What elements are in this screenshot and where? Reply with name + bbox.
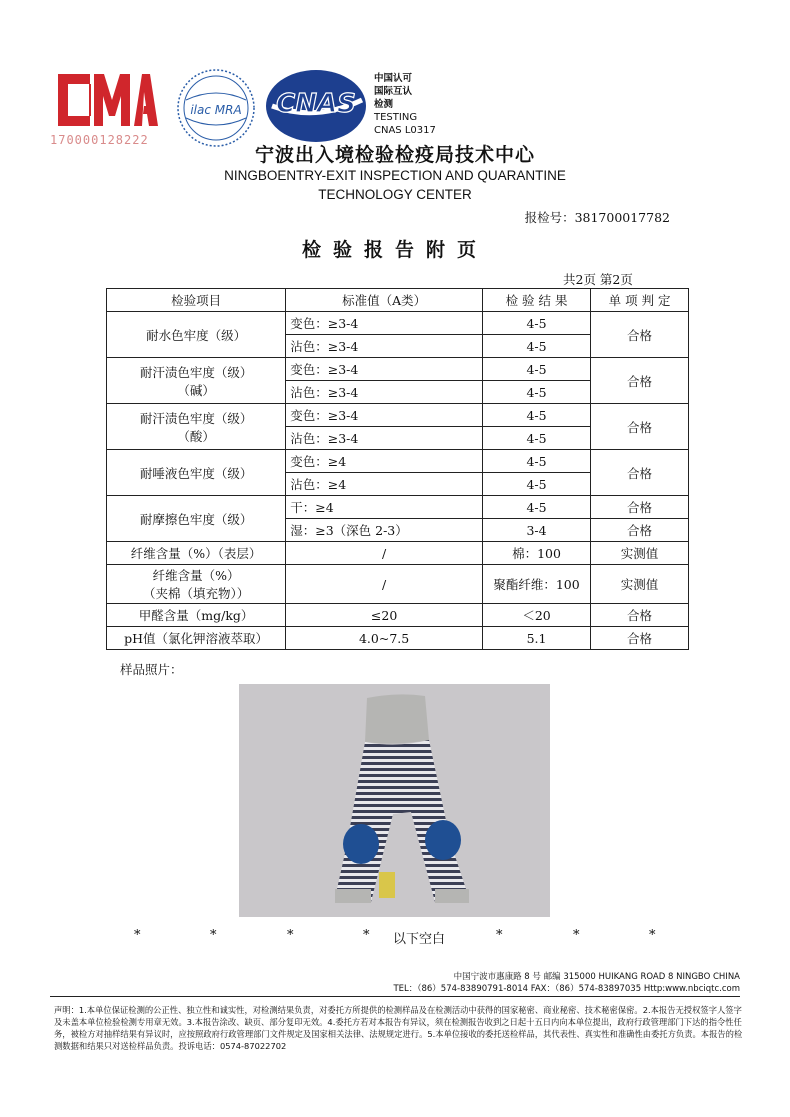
standard-cell: /	[286, 542, 483, 565]
standard-cell: 变色：≥4	[286, 450, 483, 473]
item-cell	[107, 404, 286, 450]
star-mark: *	[496, 928, 503, 943]
header-cell: 标准值（A类）	[286, 289, 483, 312]
verdict-cell: 合格	[591, 604, 689, 627]
org-name-en: TECHNOLOGY CENTER	[318, 187, 472, 202]
cnas-line: 中国认可	[374, 73, 413, 84]
star-mark: *	[363, 928, 370, 943]
cma-logo	[50, 66, 160, 136]
table-row	[107, 627, 689, 650]
result-cell: 4-5	[482, 381, 590, 404]
contact-line: TEL：（86）574-83890791-8014 FAX：（86）574-83897035 Http:www.nbciqtc.com	[393, 984, 740, 994]
standard-cell: ≤20	[286, 604, 483, 627]
result-cell: 4-5	[482, 335, 590, 358]
standard-cell: 沾色：≥3-4	[286, 427, 483, 450]
table-row	[107, 404, 689, 427]
cnas-line: TESTING	[374, 112, 418, 123]
item-line: （碱）	[177, 382, 215, 398]
cnas-line: 国际互认	[374, 86, 413, 97]
result-cell: 5.1	[482, 627, 590, 650]
item-cell: 耐摩擦色牢度（级）	[107, 496, 286, 542]
result-cell: 聚酯纤维：100	[482, 565, 590, 604]
header-cell: 单 项 判 定	[591, 289, 689, 312]
org-name-en: NINGBOENTRY-EXIT INSPECTION AND QUARANTINE	[224, 168, 566, 183]
verdict-cell: 合格	[591, 450, 689, 496]
result-cell: 4-5	[482, 473, 590, 496]
verdict-cell: 合格	[591, 519, 689, 542]
verdict-cell: 合格	[591, 627, 689, 650]
footer-divider	[50, 996, 740, 997]
verdict-cell: 合格	[591, 358, 689, 404]
star-mark: *	[573, 928, 580, 943]
verdict-cell: 实测值	[591, 565, 689, 604]
table-row	[107, 542, 689, 565]
item-line: 耐汗渍色牢度（级）	[139, 364, 253, 380]
cma-number: 170000128222	[50, 133, 149, 147]
disclaimer-text: 声明：1.本单位保证检测的公正性、独立性和诚实性，对检测结果负责，对委托方所提供的检测样品及在检测活动中获得的国家秘密、商业秘密、技术秘密保密。2.本报告无授权签字人签字及未盖本单位检验检测专用章无效。3.本报告涂改、缺页、部分复印无效。4.委托方若对本报告有异议，须在检测报告收到之日起十五日内向本单位提出，政府行政管理部门下达的指令性任务，被检方对抽样结果有异议时，应按照政府行政管理部门文件规定及国家相关法律、法规规定进行。5.本单位接收的委托送检样品，其代表性、真实性和准确性由委托方负责。本报告的检测数据和结果只对送检样品负责。投诉电话：0574-87022702	[54, 1005, 743, 1051]
cnas-line: CNAS L0317	[374, 125, 436, 136]
table-row	[107, 312, 689, 335]
item-cell	[107, 358, 286, 404]
verdict-cell: 实测值	[591, 542, 689, 565]
result-cell: ＜20	[482, 604, 590, 627]
page-count: 共2页 第2页	[563, 272, 633, 287]
result-cell: 4-5	[482, 450, 590, 473]
standard-cell: 变色：≥3-4	[286, 358, 483, 381]
table-row	[107, 604, 689, 627]
item-cell: pH值（氯化钾溶液萃取）	[107, 627, 286, 650]
item-cell	[107, 565, 286, 604]
item-line: 耐汗渍色牢度（级）	[139, 410, 253, 426]
standard-cell: 沾色：≥3-4	[286, 381, 483, 404]
item-line: 纤维含量（%）	[152, 568, 240, 583]
standard-cell: 沾色：≥3-4	[286, 335, 483, 358]
item-cell: 耐水色牢度（级）	[107, 312, 286, 358]
table-row	[107, 358, 689, 381]
table-header-row	[107, 289, 689, 312]
verdict-cell: 合格	[591, 496, 689, 519]
cnas-line: 检测	[374, 99, 394, 110]
standard-cell: /	[286, 565, 483, 604]
standard-cell: 变色：≥3-4	[286, 312, 483, 335]
page-title: 检验报告附页	[301, 239, 488, 261]
item-cell: 甲醛含量（mg/kg）	[107, 604, 286, 627]
table-row	[107, 496, 689, 519]
star-mark: *	[287, 928, 294, 943]
table-row	[107, 565, 689, 604]
item-cell: 耐唾液色牢度（级）	[107, 450, 286, 496]
star-mark: *	[649, 928, 656, 943]
result-cell: 4-5	[482, 312, 590, 335]
blank-text: 以下空白	[393, 932, 446, 947]
item-line: （酸）	[177, 428, 215, 444]
standard-cell: 沾色：≥4	[286, 473, 483, 496]
result-cell: 4-5	[482, 427, 590, 450]
ilac-text: ilac MRA	[190, 103, 242, 117]
result-cell: 棉：100	[482, 542, 590, 565]
result-cell: 4-5	[482, 496, 590, 519]
cnas-logo	[262, 66, 370, 144]
item-line: （夹棉（填充物））	[142, 586, 250, 601]
standard-cell: 4.0~7.5	[286, 627, 483, 650]
standard-cell: 变色：≥3-4	[286, 404, 483, 427]
cnas-text: CNAS	[276, 89, 356, 119]
cnas-caption	[374, 72, 436, 137]
report-number: 报检号：381700017782	[524, 210, 670, 225]
table-row	[107, 450, 689, 473]
verdict-cell: 合格	[591, 404, 689, 450]
standard-cell: 湿：≥3（深色 2-3）	[286, 519, 483, 542]
star-mark: *	[210, 928, 217, 943]
org-name-cn: 宁波出入境检验检疫局技术中心	[254, 144, 535, 166]
item-cell: 纤维含量（%）（表层）	[107, 542, 286, 565]
sample-photo-label: 样品照片：	[120, 662, 183, 677]
header-cell: 检验项目	[107, 289, 286, 312]
results-table	[106, 288, 689, 650]
result-cell: 3-4	[482, 519, 590, 542]
address-line: 中国宁波市惠康路 8 号 邮编 315000 HUIKANG ROAD 8 NINGBO CHINA	[453, 972, 740, 982]
standard-cell: 干：≥4	[286, 496, 483, 519]
result-cell: 4-5	[482, 404, 590, 427]
result-cell: 4-5	[482, 358, 590, 381]
verdict-cell: 合格	[591, 312, 689, 358]
star-mark: *	[134, 928, 141, 943]
ilac-mra-logo	[174, 66, 258, 150]
header-cell: 检 验 结 果	[482, 289, 590, 312]
sample-photo	[239, 684, 550, 917]
